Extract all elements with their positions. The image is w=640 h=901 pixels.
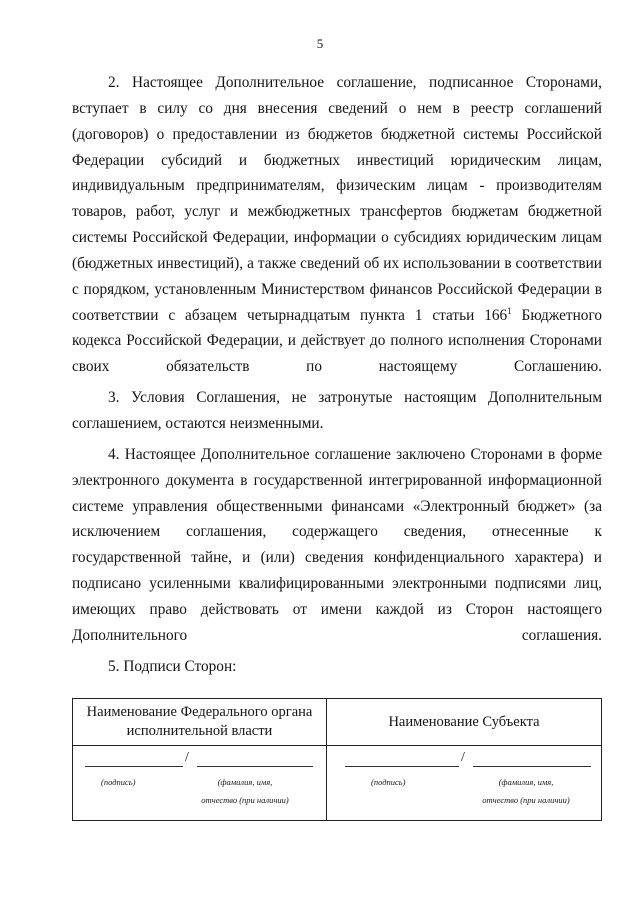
- left-name-caption-line2: отчество (при наличии): [201, 795, 289, 805]
- right-signature-caption: (подпись): [371, 777, 406, 787]
- paragraph-4-number: 4.: [108, 445, 120, 463]
- paragraph-5-text: Подписи Сторон:: [123, 657, 237, 675]
- paragraph-4: [72, 442, 602, 649]
- right-party-header: Наименование Субъекта: [388, 713, 540, 730]
- paragraph-5-number: 5.: [108, 657, 120, 675]
- paragraph-2-text-end: Бюджетного кодекса Российской Федерации, и действует до полного исполнения Сторонами своих обязательств по настоящему Соглашению.: [72, 306, 602, 376]
- paragraph-2-number: 2.: [108, 74, 120, 91]
- table-divider-vertical: [326, 699, 327, 820]
- paragraph-3: [72, 385, 602, 437]
- left-signature-caption: (подпись): [101, 777, 136, 787]
- page-number: 5: [316, 36, 324, 51]
- document-body: [72, 70, 602, 679]
- left-signature-line: [85, 766, 183, 767]
- paragraph-4-text: Настоящее Дополнительное соглашение заключено Сторонами в форме электронного документа в государственной интегрированной информационной системе управления общественными финансами «Электронный бюджет» (за исключением соглашения, содержащего сведения, отнесенные к государственной тайне, и (или) сведения конфиденциального характера) и подписано усиленными квалифицированными электронными подписями лиц, имеющих право действовать от имени каждой из Сторон настоящего Дополнительного соглашения.: [72, 445, 602, 644]
- left-party-header: Наименование Федерального органа исполнительной власти: [86, 704, 313, 739]
- paragraph-2-text: Настоящее Дополнительное соглашение, подписанное Сторонами, вступает в силу со дня внесения сведений о нем в реестр соглашений (договоров) о предоставлении из бюджетов бюджетной системы Российской Федерации субсидий и бюджетных инвестиций юридическим лицам, индивидуальным предпринимателям, физическим лицам - производителям товаров, работ, услуг и межбюджетных трансфертов бюджетам бюджетной системы Российской Федерации, информации о субсидиях юридическим лицам (бюджетных инвестиций), а также сведений об их использовании в соответствии с порядком, установленным Министерством финансов Российской Федерации в соответствии с абзацем четырнадцатым пункта 1 статьи 166: [72, 74, 602, 324]
- table-divider-horizontal: [73, 745, 601, 746]
- right-name-line: [473, 766, 591, 767]
- paragraph-3-number: 3.: [108, 389, 120, 407]
- right-signature-slash: /: [461, 750, 465, 765]
- footnote-superscript: 1: [507, 305, 512, 316]
- left-name-line: [197, 766, 313, 767]
- left-name-caption-line1: (фамилия, имя,: [217, 777, 273, 787]
- right-name-caption-line2: отчество (при наличии): [482, 795, 570, 805]
- paragraph-2: [72, 70, 602, 380]
- paragraph-3-text: Условия Соглашения, не затронутые настоящим Дополнительным соглашением, остаются неизменными.: [72, 389, 602, 432]
- left-signature-slash: /: [185, 750, 189, 765]
- signature-table: [72, 698, 602, 821]
- paragraph-5: [72, 654, 602, 680]
- right-name-caption-line1: (фамилия, имя,: [498, 777, 554, 787]
- right-signature-line: [345, 766, 459, 767]
